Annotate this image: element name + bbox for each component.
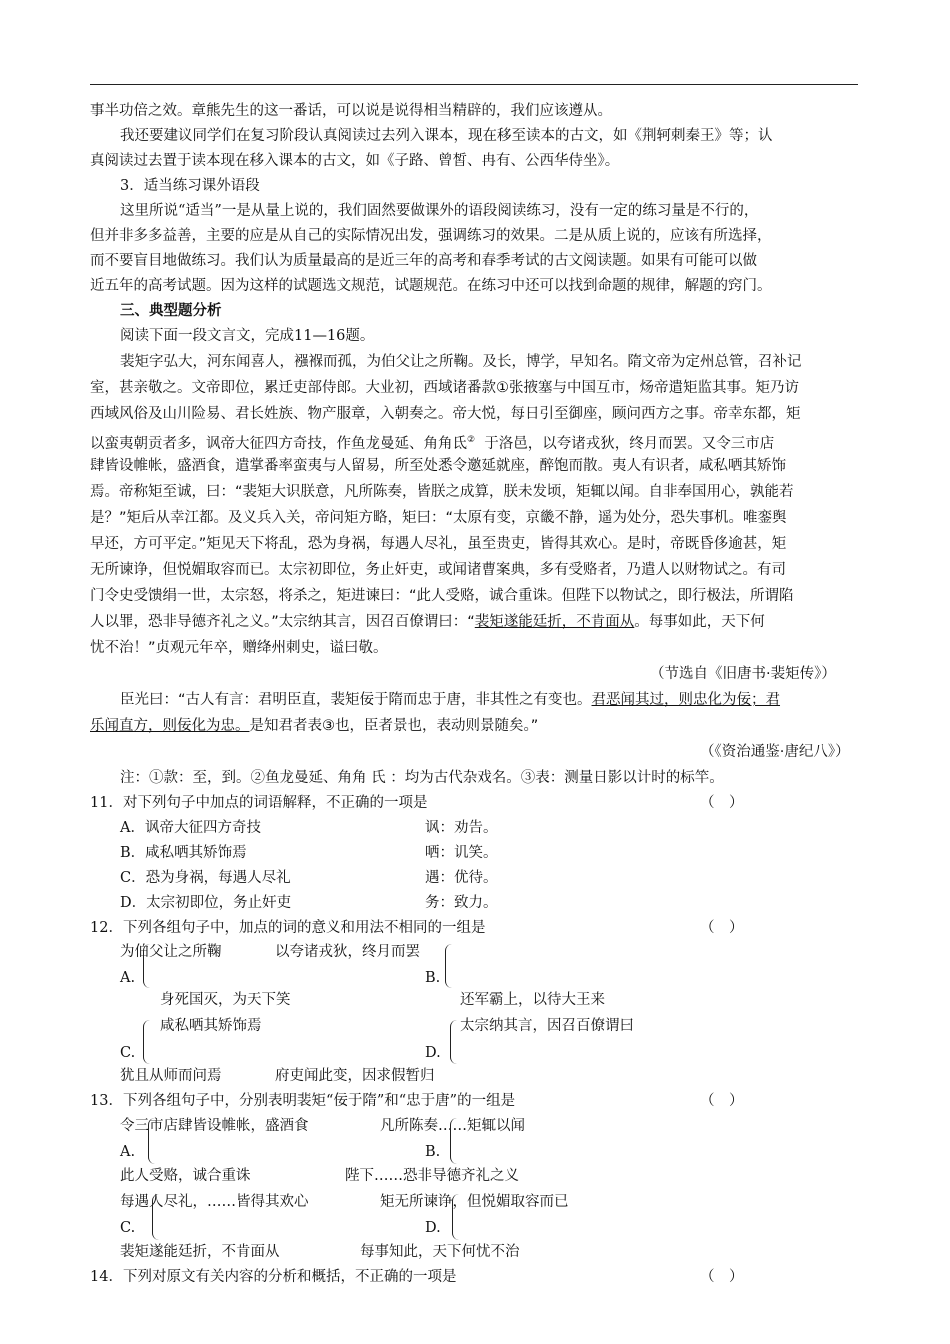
passage-text: 。每事如此，天下何 bbox=[634, 614, 765, 630]
option-c[interactable]: C．恐为身祸，每遇人尽礼 bbox=[120, 870, 291, 886]
option-c[interactable]: C. bbox=[120, 1220, 136, 1236]
text-line: 事半功倍之效。章熊先生的这一番话，可以说是说得相当精辟的，我们应该遵从。 bbox=[90, 103, 612, 119]
option-sentence: 陛下……恐非导德齐礼之义 bbox=[345, 1168, 519, 1184]
answer-blank[interactable]: （ ） bbox=[700, 1093, 744, 1109]
footnotes: 注：①款：至，到。②鱼龙曼延、角角 氏 ：均为古代杂戏名。③表：测量日影以计时的标竿。 bbox=[120, 770, 724, 786]
passage-line: 室，甚亲敬之。文帝即位，累迁吏部侍郎。大业初，西域诸番款①张掖塞与中国互市，炀帝遣矩监其事。矩乃访 bbox=[90, 380, 799, 396]
text-line: 但并非多多益善，主要的应是从自己的实际情况出发，强调练习的效果。二是从质上说的，应该有所选择， bbox=[90, 228, 772, 244]
passage-line: 焉。帝称矩至诚，曰：“裴矩大识朕意，凡所陈奏，皆朕之成算，朕未发顷，矩辄以闻。自非奉国用心，孰能若 bbox=[90, 484, 794, 500]
underlined-sentence: 乐闻直方，则佞化为忠。 bbox=[90, 718, 250, 734]
option-gloss: 讽：劝告。 bbox=[425, 820, 498, 836]
option-gloss: 务：致力。 bbox=[425, 895, 498, 911]
brace bbox=[450, 1118, 460, 1164]
question-stem: 11．对下列句子中加点的词语解释，不正确的一项是 bbox=[90, 795, 428, 811]
option-a[interactable]: A．讽帝大征四方奇技 bbox=[120, 820, 261, 836]
passage-line bbox=[120, 690, 780, 710]
answer-blank[interactable]: （ ） bbox=[700, 795, 744, 811]
option-sentence: 身死国灭，为天下笑 bbox=[160, 992, 291, 1008]
passage-text: 人以罪，恐非导德齐礼之义。”太宗纳其言，因召百僚谓曰：“ bbox=[90, 614, 475, 630]
passage-line: 是？”矩后从幸江都。及义兵入关，帝问矩方略，矩曰：“太原有变，京畿不静，遥为处分，恐失事机。唯銮舆 bbox=[90, 510, 787, 526]
underlined-sentence: 裴矩遂能廷折，不肯面从 bbox=[474, 614, 635, 630]
option-sentence: 以夸诸戎狄，终月而罢 bbox=[275, 944, 420, 960]
brace bbox=[450, 1020, 460, 1064]
question-stem: 14．下列对原文有关内容的分析和概括，不正确的一项是 bbox=[90, 1269, 457, 1285]
header-rule bbox=[90, 84, 858, 85]
text-line: 我还要建议同学们在复习阶段认真阅读过去列入课本，现在移至读本的古文，如《荆轲刺秦王》等；认 bbox=[120, 128, 773, 144]
option-d[interactable]: D．太宗初即位，务止奸吏 bbox=[120, 895, 292, 911]
option-sentence: 凡所陈奏……矩辄以闻 bbox=[380, 1118, 525, 1134]
answer-blank[interactable]: （ ） bbox=[700, 1269, 744, 1285]
question-stem: 12．下列各组句子中，加点的词的意义和用法不相同的一组是 bbox=[90, 920, 486, 936]
option-sentence: 咸私哂其矫饰焉 bbox=[160, 1018, 262, 1034]
option-sentence: 太宗纳其言，因召百僚谓曰 bbox=[460, 1018, 634, 1034]
brace bbox=[452, 1194, 462, 1240]
option-d[interactable]: D. bbox=[425, 1220, 441, 1236]
passage-text: 于洛邑，以夸诸戎狄，终月而罢。又令三市店 bbox=[484, 435, 775, 452]
passage-line: 肆皆设帷帐，盛酒食，遣掌番率蛮夷与人留易，所至处悉令邀延就座，醉饱而散。夷人有识者，咸私哂其矫饰 bbox=[90, 458, 786, 474]
section-heading: 三、典型题分析 bbox=[120, 302, 222, 319]
answer-blank[interactable]: （ ） bbox=[700, 920, 744, 936]
option-sentence: 每事知此，天下何忧不治 bbox=[360, 1244, 520, 1260]
option-gloss: 遇：优待。 bbox=[425, 870, 498, 886]
passage-text: 臣光曰：“古人有言：君明臣直，裴矩佞于隋而忠于唐，非其性之有变也。 bbox=[120, 692, 592, 708]
option-sentence: 裴矩遂能廷折，不肯面从 bbox=[120, 1244, 280, 1260]
option-sentence: 为伯父让之所鞠 bbox=[120, 944, 222, 960]
brace bbox=[445, 944, 455, 988]
passage-line: 早还，方可平定。”矩见天下将乱，恐为身祸，每遇人尽礼，虽至贵吏，皆得其欢心。是时，帝既昏侈逾甚，矩 bbox=[90, 536, 787, 552]
passage-line bbox=[90, 430, 774, 454]
passage-line: 裴矩字弘大，河东闻喜人，襁褓而孤，为伯父让之所鞠。及长，博学，早知名。隋文帝为定州总管，召补记 bbox=[120, 354, 802, 370]
brace bbox=[148, 1118, 158, 1164]
passage-text: 是知君者表③也，臣者景也，表动则景随矣。” bbox=[249, 718, 539, 734]
subsection-heading: 3．适当练习课外语段 bbox=[120, 178, 260, 194]
option-sentence: 令三市店肆皆设帷帐，盛酒食 bbox=[120, 1118, 309, 1134]
option-c[interactable]: C. bbox=[120, 1045, 136, 1061]
option-b[interactable]: B. bbox=[425, 970, 441, 986]
passage-line: 忧不治！”贞观元年卒，赠绛州刺史，谥曰敬。 bbox=[90, 640, 388, 656]
text-line: 近五年的高考试题。因为这样的试题选文规范，试题规范。在练习中还可以找到命题的规律，解题的窍门。 bbox=[90, 278, 772, 294]
option-b[interactable]: B. bbox=[425, 1144, 441, 1160]
option-b[interactable]: B．咸私哂其矫饰焉 bbox=[120, 845, 247, 861]
source-citation: （《资治通鉴·唐纪八》） bbox=[700, 744, 850, 760]
passage-line bbox=[90, 716, 538, 736]
option-sentence: 此人受赂，诚合重诛 bbox=[120, 1168, 251, 1184]
option-d[interactable]: D. bbox=[425, 1045, 441, 1061]
option-a[interactable]: A. bbox=[120, 1144, 136, 1160]
text-line: 真阅读过去置于读本现在移入课本的古文，如《子路、曾皙、冉有、公西华侍坐》。 bbox=[90, 153, 620, 169]
question-stem: 13．下列各组句子中，分别表明裴矩“佞于隋”和“忠于唐”的一组是 bbox=[90, 1093, 516, 1109]
option-sentence: 犹且从师而问焉 bbox=[120, 1068, 222, 1084]
text-line: 而不要盲目地做练习。我们认为质量最高的是近三年的高考和春季考试的古文阅读题。如果有可能可以做 bbox=[90, 253, 757, 269]
brace bbox=[143, 1020, 153, 1064]
footnote-marker: ② bbox=[467, 435, 476, 445]
passage-text: 以蛮夷朝贡者多，讽帝大征四方奇技，作鱼龙曼延、角角氐 bbox=[90, 435, 467, 452]
passage-line bbox=[90, 612, 765, 632]
brace bbox=[152, 1194, 162, 1240]
text-line: 这里所说“适当”一是从量上说的，我们固然要做课外的语段阅读练习，没有一定的练习量是不行的， bbox=[120, 203, 759, 219]
option-sentence: 矩无所谏诤，但悦媚取容而已 bbox=[380, 1194, 569, 1210]
passage-line: 门令史受馈绢一世，太宗怒，将杀之，矩进谏曰：“此人受赂，诚合重诛。但陛下以物试之，即行极法，所谓陷 bbox=[90, 588, 794, 604]
underlined-sentence: 君恶闻其过，则忠化为佞；君 bbox=[591, 692, 781, 708]
instruction: 阅读下面一段文言文，完成11—16题。 bbox=[120, 328, 375, 344]
passage-line: 无所谏诤，但悦媚取容而已。太宗初即位，务止奸吏，或闻诸曹案典，多有受赂者，乃遣人以财物试之。有司 bbox=[90, 562, 786, 578]
brace bbox=[143, 944, 153, 988]
passage-line: 西域风俗及山川险易、君长姓族、物产服章，入朝奏之。帝大悦，每日引至御座，顾问西方之事。帝幸东都，矩 bbox=[90, 406, 801, 422]
option-sentence: 府吏闻此变，因求假暂归 bbox=[275, 1068, 435, 1084]
source-citation: （节选自《旧唐书·裴矩传》） bbox=[650, 666, 836, 682]
option-sentence: 每遇人尽礼，……皆得其欢心 bbox=[120, 1194, 309, 1210]
option-sentence: 还军霸上，以待大王来 bbox=[460, 992, 605, 1008]
option-a[interactable]: A. bbox=[120, 970, 136, 986]
option-gloss: 哂：讥笑。 bbox=[425, 845, 498, 861]
